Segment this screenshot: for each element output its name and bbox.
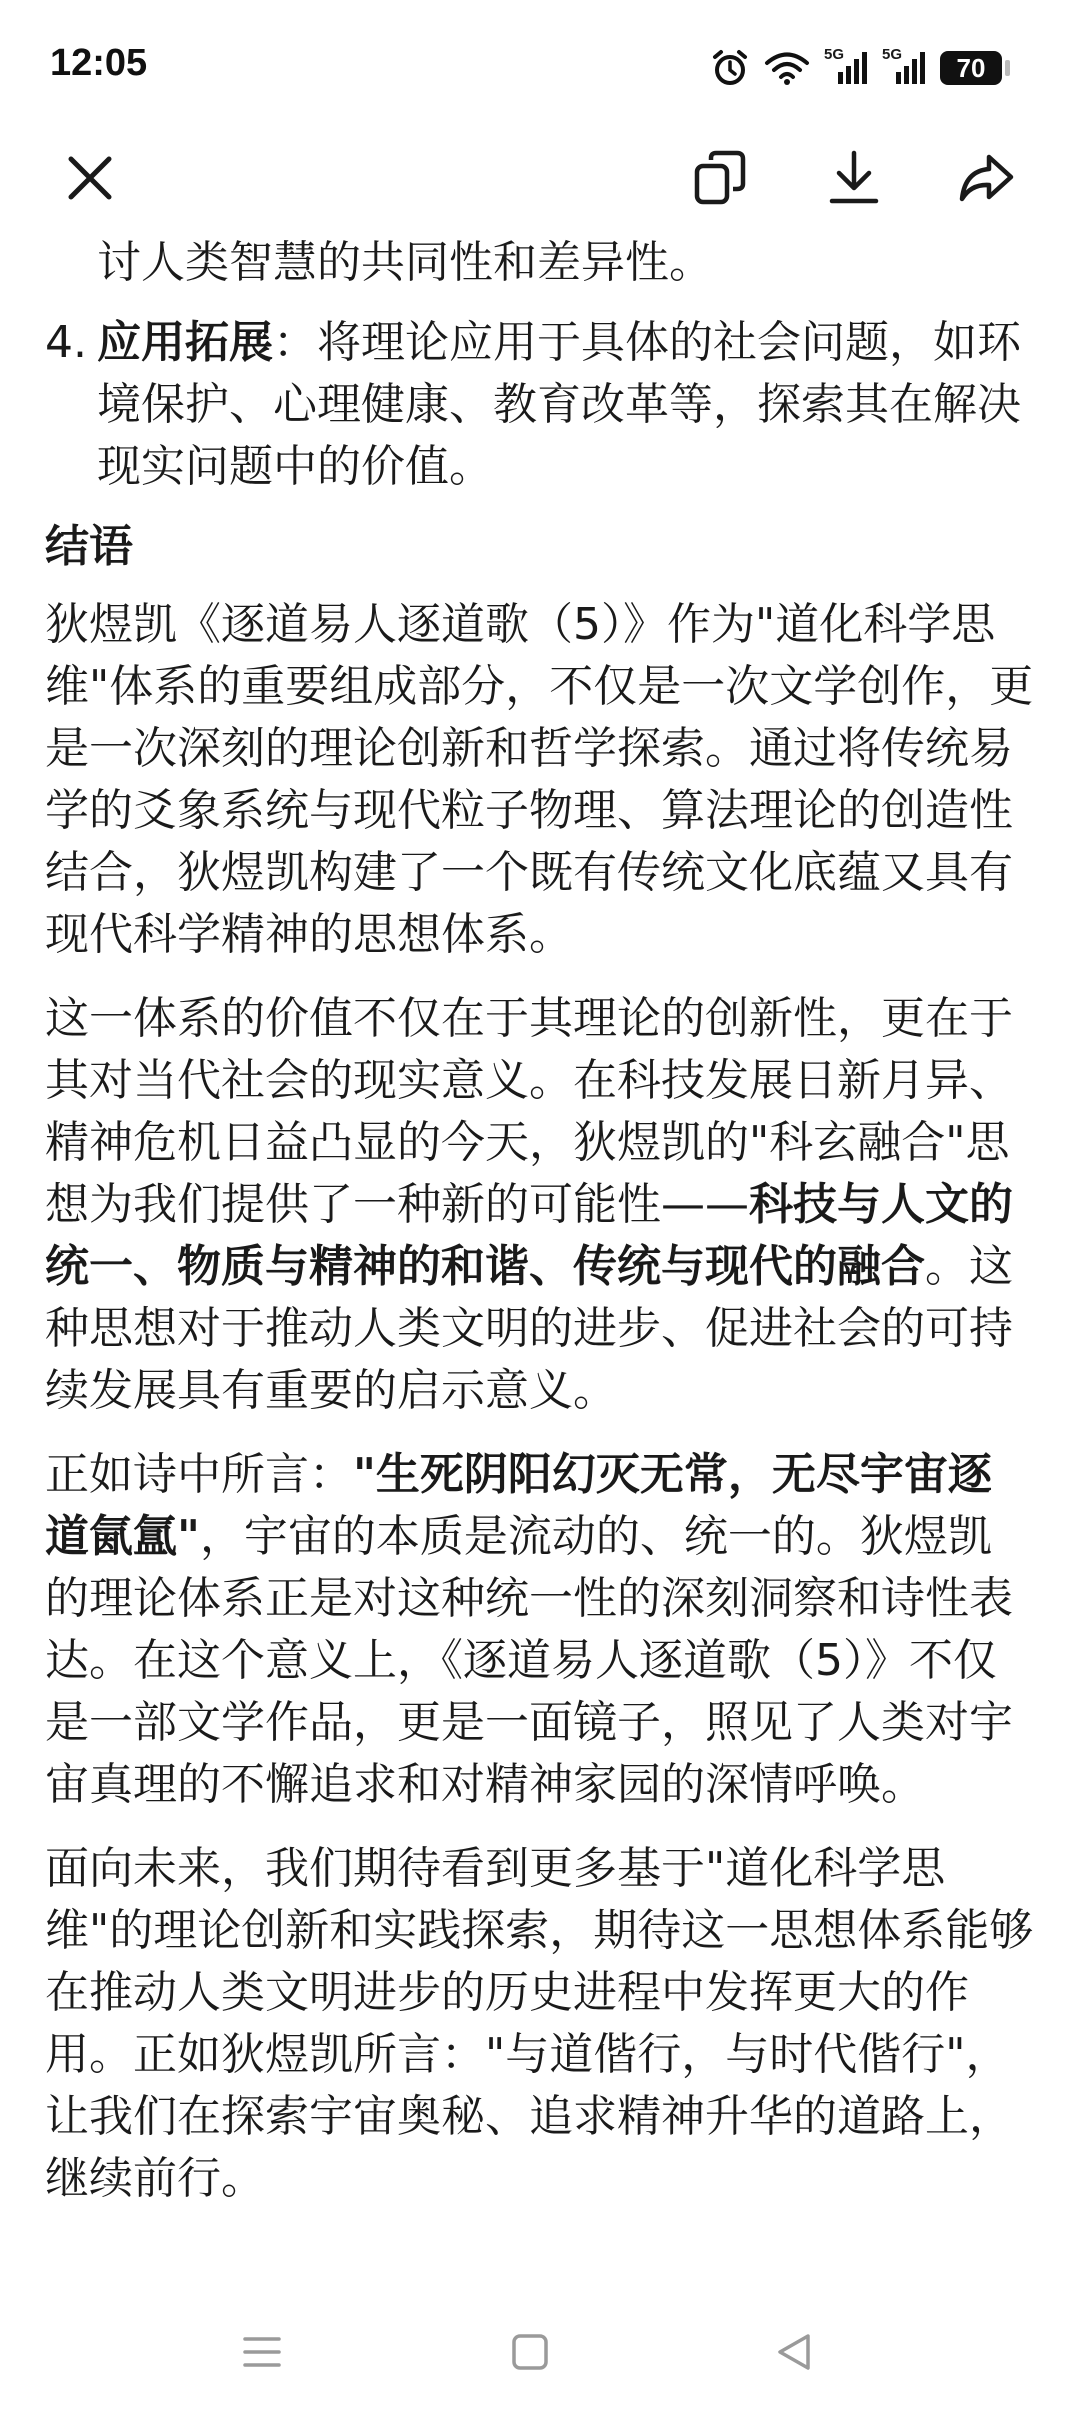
back-button[interactable] [754, 2324, 834, 2384]
paragraph-bold-text: "生死阴阳幻灭无常，无尽宇宙逐道氤氲" [45, 1449, 992, 1562]
status-time: 12:05 [50, 42, 148, 84]
back-icon [774, 2332, 814, 2376]
paragraph-text: 正如诗中所言： [45, 1449, 353, 1500]
paragraph [45, 1444, 1035, 1816]
paragraph-text: ，宇宙的本质是流动的、统一的。狄煜凯的理论体系正是对这种统一性的深刻洞察和诗性表达。在这个意义上，《逐道易人逐道歌（5）》不仅是一部文学作品，更是一面镜子，照见了人类对宇宙真理的不懈追求和对精神家园的深情呼唤。 [45, 1511, 1013, 1810]
home-icon [510, 2332, 550, 2376]
paragraph [45, 988, 1035, 1422]
list-number: 4. [45, 317, 87, 368]
close-icon [63, 151, 117, 209]
paragraph-bold-text: 科技与人文的统一、物质与精神的和谐、传统与现代的融合 [45, 1179, 1013, 1292]
wifi-icon [764, 50, 810, 86]
home-button[interactable] [490, 2324, 570, 2384]
list-item-body [97, 312, 1035, 498]
signal-5g-label: 5G [882, 46, 903, 63]
copy-button[interactable] [680, 140, 760, 220]
share-icon [957, 151, 1015, 209]
battery-icon: 70 [940, 51, 1002, 85]
list-item-text: ：将理论应用于具体的社会问题，如环境保护、心理健康、教育改革等，探索其在解决现实问题中的价值。 [97, 317, 1021, 492]
list-item-title: 应用拓展 [97, 317, 273, 368]
paragraph-text: 。这种思想对于推动人类文明的进步、促进社会的可持续发展具有重要的启示意义。 [45, 1241, 1013, 1416]
text-fragment: 讨人类智慧的共同性和差异性。 [97, 237, 713, 288]
share-button[interactable] [946, 140, 1026, 220]
status-bar [0, 0, 1080, 130]
document-content [45, 232, 1035, 2232]
paragraph: 面向未来，我们期待看到更多基于"道化科学思维"的理论创新和实践探索，期待这一思想体系能够在推动人类文明进步的历史进程中发挥更大的作用。正如狄煜凯所言："与道偕行，与时代偕行"，让我们在探索宇宙奥秘、追求精神升华的道路上，继续前行。 [45, 1843, 1034, 2204]
menu-icon [242, 2334, 282, 2374]
section-heading: 结语 [45, 521, 133, 572]
download-button[interactable] [814, 140, 894, 220]
download-icon [827, 149, 881, 211]
signal-5g-icon [882, 48, 926, 88]
list-item [45, 312, 1035, 498]
signal-5g-icon [824, 48, 868, 88]
copy-icon [692, 149, 748, 211]
navigation-bar [0, 2310, 1080, 2412]
toolbar [0, 140, 1080, 220]
recent-apps-button[interactable] [222, 2324, 302, 2384]
close-button[interactable] [50, 140, 130, 220]
status-icons [710, 44, 1002, 92]
alarm-icon [710, 48, 750, 88]
paragraph-text: 这一体系的价值不仅在于其理论的创新性，更在于其对当代社会的现实意义。在科技发展日新月异、精神危机日益凸显的今天，狄煜凯的"科玄融合"思想为我们提供了一种新的可能性—— [45, 993, 1013, 1230]
paragraph: 狄煜凯《逐道易人逐道歌（5）》作为"道化科学思维"体系的重要组成部分，不仅是一次文学创作，更是一次深刻的理论创新和哲学探索。通过将传统易学的爻象系统与现代粒子物理、算法理论的创造性结合，狄煜凯构建了一个既有传统文化底蕴又具有现代科学精神的思想体系。 [45, 599, 1034, 960]
signal-5g-label: 5G [824, 46, 845, 63]
